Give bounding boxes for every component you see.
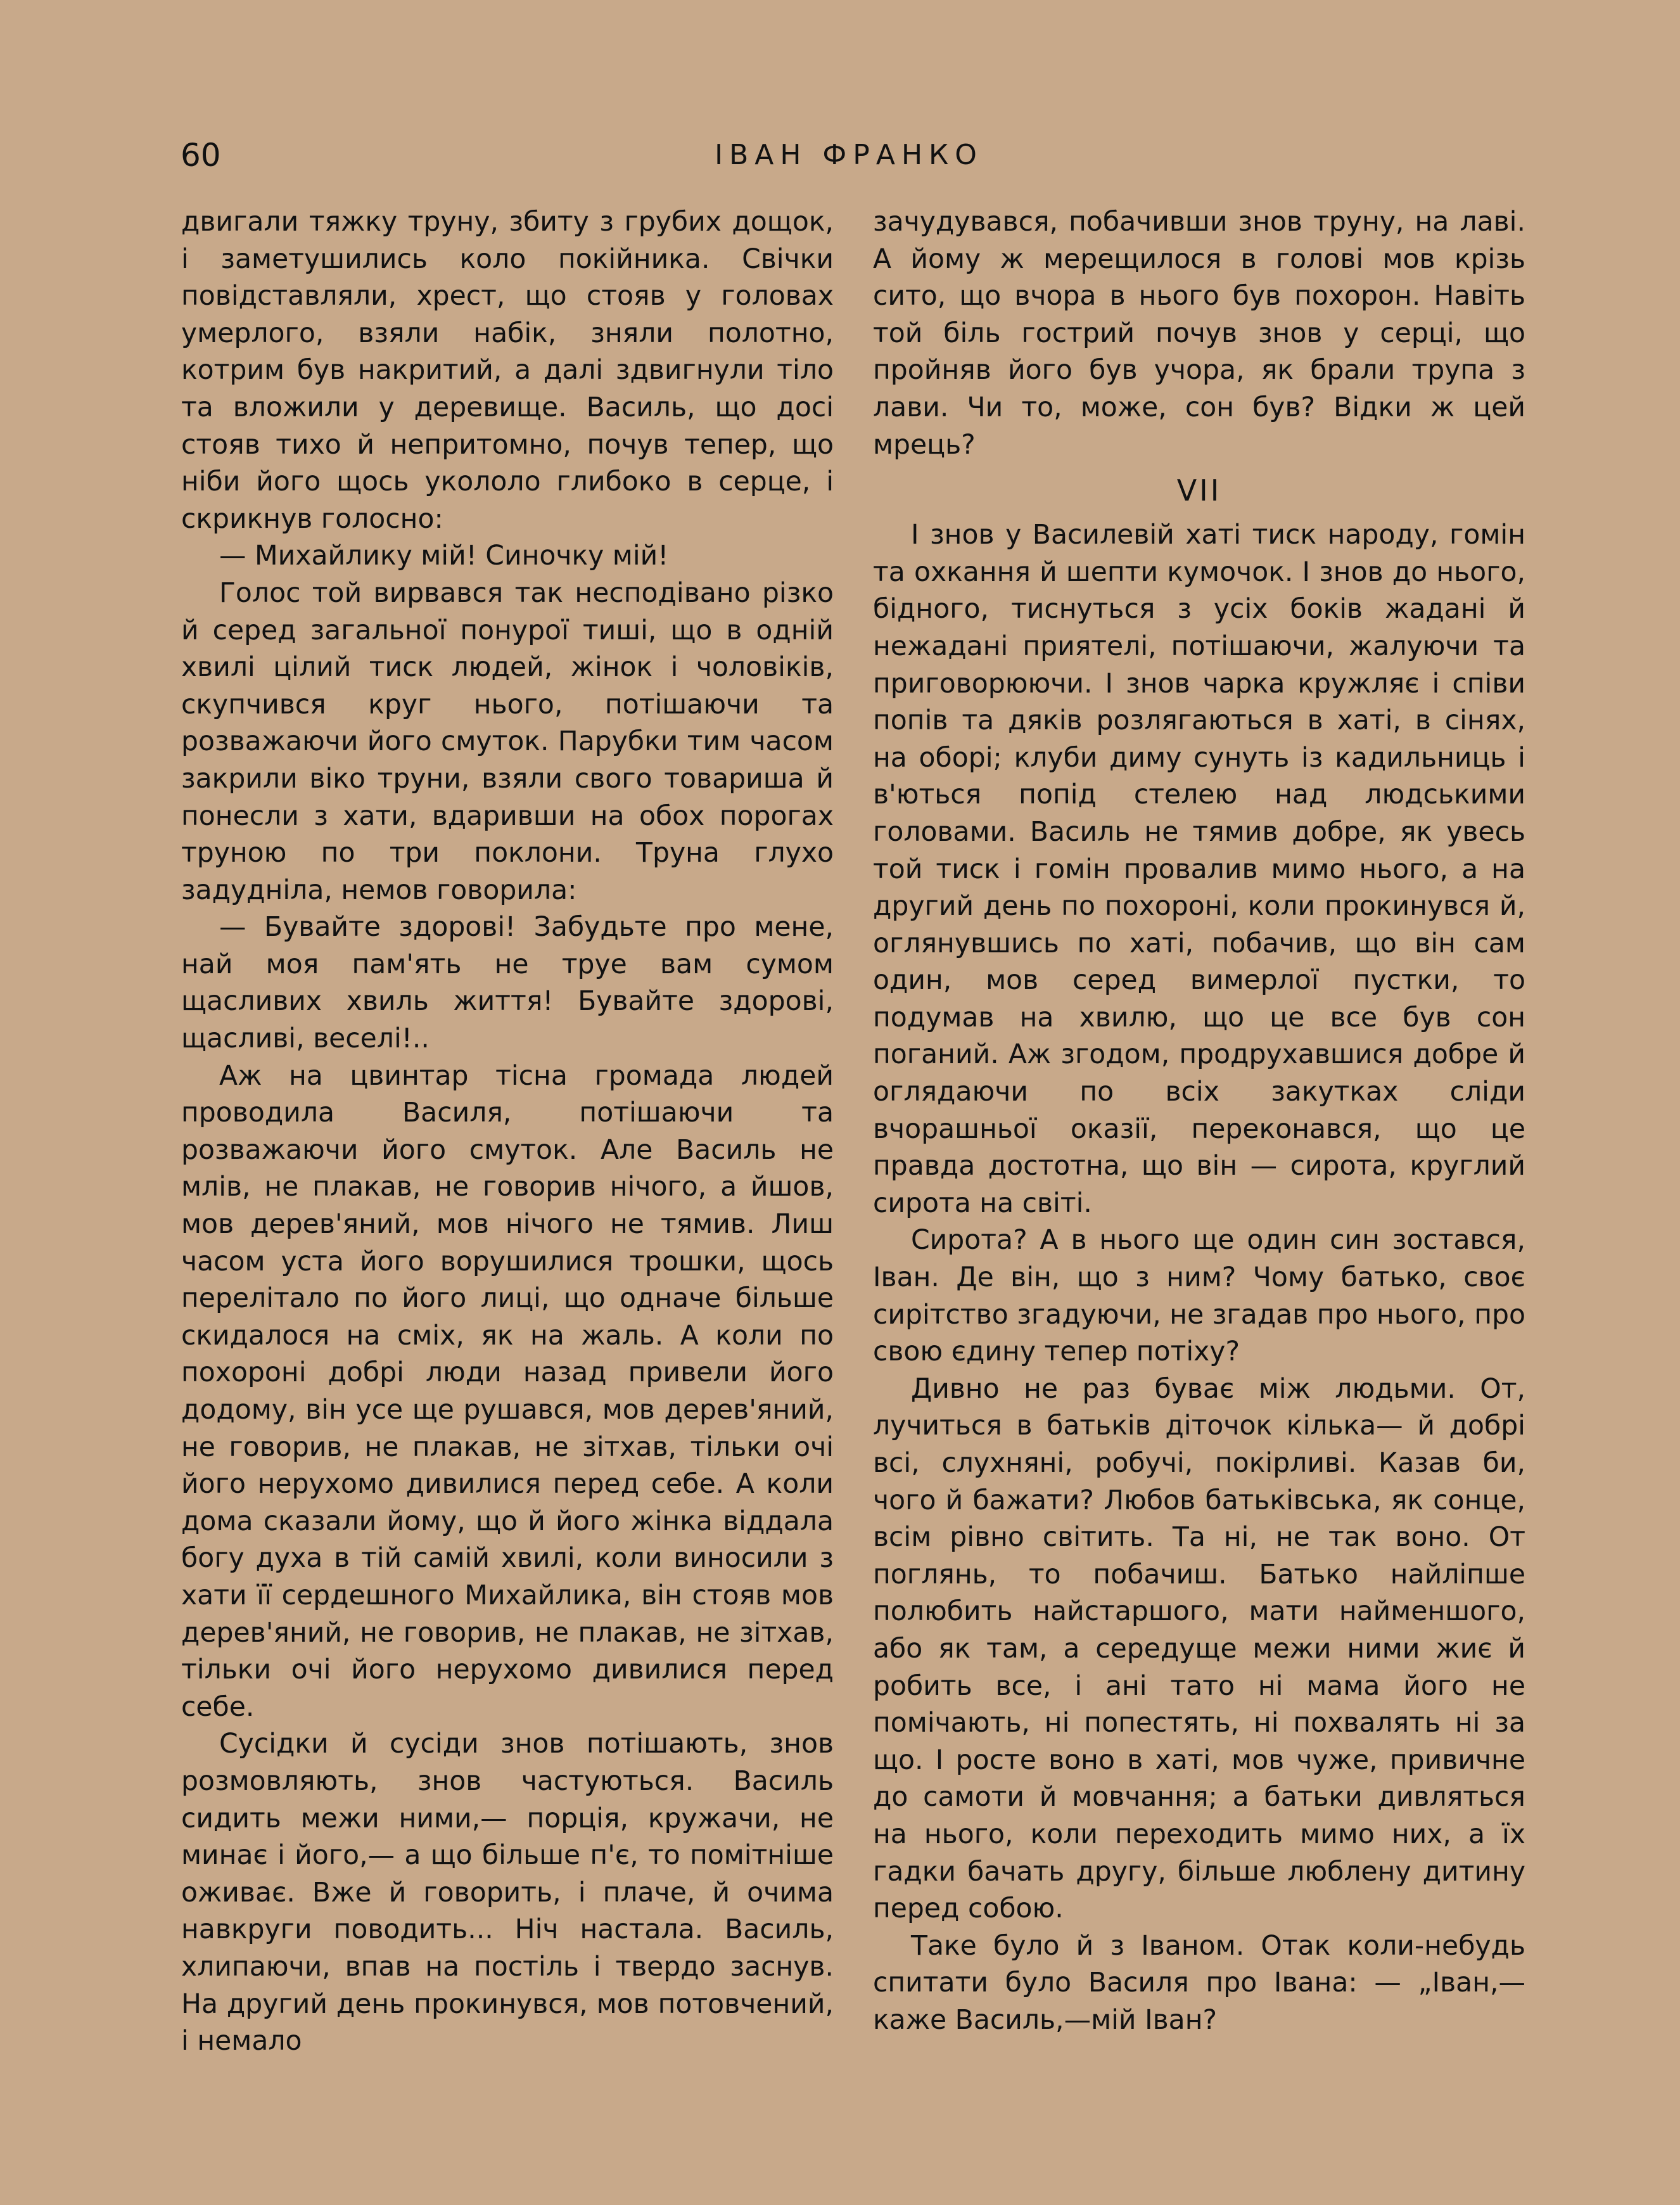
paragraph: Голос той вирвався так несподівано різко й серед загальної понурої тиші, що в одній хвилі цілий тиск людей, жінок і чоловіків, скупчився круг нього, потішаючи та розважаючи його смуток. Парубки тим часом закрили віко труни, взяли свого товариша й понесли з хати, вдаривши на обох порогах труною по три поклони. Труна глухо задудніла, немов говорила: — [181, 577, 834, 906]
paragraph: Сирота? А в нього ще один син зостався, Іван. Де він, що з ним? Чому батько, своє сирітство згадуючи, не згадав про нього, про свою єдину тепер потіху? — [873, 1225, 1525, 1368]
running-title: ІВАН ФРАНКО — [715, 139, 983, 171]
paragraph: Дивно не раз буває між людьми. От, лучиться в батьків діточок кілька— й добрі всі, слухняні, робучі, покірливі. Казав би, чого й бажати? Любов батьківська, як сонце, всім рівно світить. Та ні, не так воно. От поглянь, то побачиш. Батько найліпше полюбить найстаршого, мати найменшого, або як там, а середуще межи ними жиє й робить все, і ані тато ні мама його не помічають, ні попестять, ні похвалять ні за що. І росте воно в хаті, мов чуже, привичне до самоти й мовчання; а батьки дивляться на нього, коли переходить мимо них, а їх гадки бачать другу, більше люблену дитину перед собою. — [873, 1373, 1525, 1925]
paragraph: — Бувайте здорові! Забудьте про мене, най моя пам'ять не труе вам сумом щасливих хвиль життя! Бувайте здорові, щасливі, веселі!.. — [181, 912, 834, 1055]
paragraph: — Михайлику мій! Синочку мій! — [219, 540, 669, 572]
page-header — [181, 130, 1517, 181]
paragraph: Сусідки й сусіди знов потішають, знов розмовляють, знов частуються. Василь сидить межи ними,— порція, кружачи, не минає і його,— а що більше п'є, то помітніше оживає. Вже й говорить, і плаче, й очима навкруги поводить... Ніч настала. Василь, хлипаючи, впав на постіль і твердо заснув. На другий день прокинувся, мов потовчений, і немало — [181, 1729, 834, 2057]
paragraph: І знов у Василевій хаті тиск народу, гомін та охкання й шепти кумочок. І знов до нього, бідного, тиснуться з усіх боків жадані й нежадані приятелі, потішаючи, жалуючи та приговорюючи. І знов чарка кружляє і співи попів та дяків розлягаються в хаті, в сінях, на оборі; клуби диму сунуть із кадильниць і в'ються попід стелею над людськими головами. Василь не тямив добре, як увесь той тиск і гомін провалив мимо нього, а на другий день по похороні, коли прокинувся й, оглянувшись по хаті, побачив, що він сам один, мов серед вимерлої пустки, то подумав на хвилю, що це все був сон поганий. Аж згодом, продрухавшися добре й оглядаючи по всіх закутках сліди вчорашньої оказії, переконався, що це правда достотна, що він — сирота, круглий сирота на світі. — [873, 520, 1525, 1219]
paragraph: Таке було й з Іваном. Отак коли-небудь спитати було Василя про Івана: — „Іван,—каже Василь,—мій Іван? — [873, 1930, 1525, 2036]
paragraph: зачудувався, побачивши знов труну, на лаві. А йому ж мерещилося в голові мов крізь сито, що вчора в нього був похорон. Навіть той біль гострий почув знов у серці, що пройняв його був учора, як брали трупа з лави. Чи то, може, сон був? Відки ж цей мрець? — [873, 207, 1525, 461]
right-column — [873, 204, 1525, 2040]
left-column — [181, 204, 834, 2061]
page-number: 60 — [181, 137, 221, 174]
paragraph: двигали тяжку труну, збиту з грубих дощок, і заметушились коло покійника. Свічки повідставляли, хрест, що стояв у головах умерлого, взяли набік, зняли полотно, котрим був накритий, а далі здвигнули тіло та вложили у деревище. Василь, що досі стояв тихо й непритомно, почув тепер, що ніби його щось укололо глибоко в серце, і скрикнув голосно: — [181, 207, 834, 535]
paragraph: Аж на цвинтар тісна громада людей проводила Василя, потішаючи та розважаючи його смуток. Але Василь не млів, не плакав, не говорив нічого, а йшов, мов дерев'яний, мов нічого не тямив. Лиш часом уста його ворушилися трошки, щось перелітало по його лиці, що одначе більше скидалося на сміх, як на жаль. А коли по похороні добрі люди назад привели його додому, він усе ще рушався, мов дерев'яний, не говорив, не плакав, не зітхав, тільки очі його нерухомо дивилися перед себе. А коли дома сказали йому, що й його жінка віддала богу духа в тій самій хвилі, коли виносили з хати її сердешного Михайлика, він стояв мов дерев'яний, не говорив, не плакав, не зітхав, тільки очі його нерухомо дивилися перед себе. — [181, 1060, 834, 1723]
section-heading: VII — [1176, 473, 1222, 508]
